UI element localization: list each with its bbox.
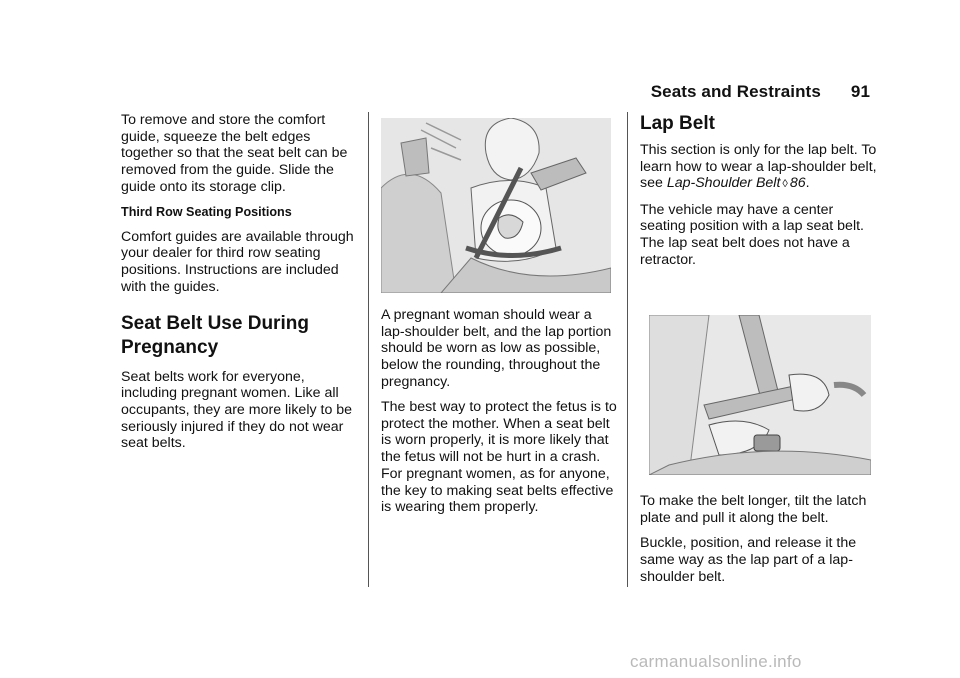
lap-belt-illustration [649, 315, 871, 475]
pregnant-woman-seatbelt-illustration [381, 118, 611, 293]
page-reference-icon: ◊ [782, 178, 788, 191]
page-number: 91 [850, 82, 870, 101]
column-divider-2 [627, 112, 628, 587]
paragraph: To make the belt longer, tilt the latch plate and pull it along the belt. [640, 493, 867, 527]
cross-reference-page[interactable]: 86 [789, 175, 806, 192]
column-2 [381, 112, 617, 524]
cross-reference-link[interactable]: Lap-Shoulder Belt [666, 175, 781, 192]
paragraph: The vehicle may have a center seating position with a lap seat belt. The lap seat belt does not have a retractor. [640, 201, 864, 268]
paragraph: This section is only for the lap belt. To learn how to wear a lap-shoulder belt, see Lap-Shoulder Belt ◊ 86. [640, 142, 877, 192]
section-heading: Seat Belt Use During Pregnancy [121, 312, 309, 358]
paragraph: The best way to protect the fetus is to protect the mother. When a seat belt is worn properly, it is more likely that the fetus will not be hurt in a crash. For pregnant women, as for anyone, the key to making seat belts effective is wearing them properly. [381, 399, 617, 516]
column-divider-1 [368, 112, 369, 587]
column-3 [640, 112, 880, 594]
paragraph: Seat belts work for everyone, including pregnant women. Like all occupants, they are more likely to be seriously injured if they do not wear seat belts. [121, 368, 353, 452]
subheading: Third Row Seating Positions [121, 205, 292, 220]
paragraph: A pregnant woman should wear a lap-shoulder belt, and the lap portion should be worn as low as possible, below the rounding, throughout the pregnancy. [381, 307, 612, 390]
column-1 [121, 112, 361, 461]
paragraph: Comfort guides are available through your dealer for third row seating positions. Instructions are included with the guides. [121, 228, 354, 295]
section-title: Seats and Restraints [650, 82, 821, 101]
section-heading: Lap Belt [640, 113, 715, 134]
page-header [651, 82, 870, 102]
paragraph: Buckle, position, and release it the same way as the lap part of a lap-shoulder belt. [640, 535, 857, 585]
watermark: carmanualsonline.info [630, 652, 802, 671]
paragraph: To remove and store the comfort guide, squeeze the belt edges together so that the seat belt can be removed from the guide. Slide the guide onto its storage clip. [121, 112, 348, 195]
